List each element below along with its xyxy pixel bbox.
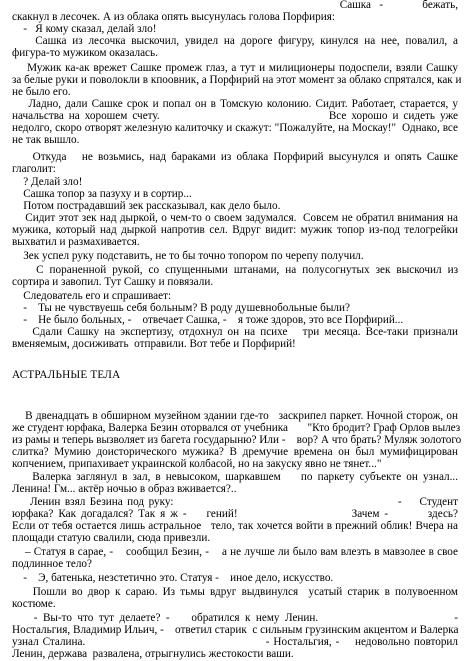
text-line: не так вышло.: [12, 134, 80, 146]
text-line: Сашка - бежать,: [339, 0, 458, 11]
text-line: – Статуя в сарае, - сообщил Безин, - а не лучше ли было вам влезть в мавзолее в свое: [12, 546, 458, 558]
text-line: подлинное тело?: [12, 558, 92, 570]
text-line: - Э, батенька, незстетично это. Статуя - иное дело, искусство.: [12, 572, 334, 584]
text-line: ? Делай зло!: [12, 176, 83, 188]
text-line: Зек успел руку подставить, не то бы точно топором по черепу получил.: [12, 250, 364, 262]
text-line: недолго, скоро отворят железную калиточку и скажут: "Пожалуйте, на Москау!" Однако, все: [12, 122, 458, 134]
text-line: Следователь его и спрашивает:: [12, 290, 172, 302]
text-line: Сидит этот зек над дыркой, о чем-то о своем задумался. Совсем не обратил внимания на: [12, 212, 458, 224]
text-line: С пораненной рукой, со спущенными штанами, на полусогнутых зек выскочил из: [12, 264, 458, 276]
text-line: за белые руки и поволокли в кпоовник, а Порфирий на этот момент за облако спрятался, как и: [12, 74, 462, 86]
text-line: слитка? Мумию доисторического мужика? В дремучие времена он был мумифицирован: [12, 446, 458, 458]
text-line: скакнул в лесочек. А из облака опять высунулась голова Порфирия:: [12, 11, 335, 23]
text-line: вменяемым, досиживать отправили. Вот тебе и Порфирий!: [12, 338, 296, 350]
text-line: Валерка заглянул в зал, в невысоком, шаркавшем по паркету субъекте он узнал...: [12, 471, 458, 483]
section-heading: АСТРАЛЬНЫЕ ТЕЛА: [12, 369, 121, 381]
text-line: - Я кому сказал, делай зло!: [12, 23, 157, 35]
text-line: Ностальгия, Владимир Ильич, - ответил старик с сильным грузинским акцентом и Валерка: [12, 624, 459, 636]
text-line: узнал Сталина. - Ностальгия, - недовольно повторил: [12, 636, 458, 648]
text-line: фигура-то мужиком оказалась.: [12, 47, 158, 59]
text-line: же студент юрфака, Валерка Безин оторвался от учебника "Кто бродит? Граф Орлов вылез: [12, 422, 461, 434]
text-line: - Не было больных, - отвечает Сашка, - я тоже здоров, это все Порфирий...: [12, 314, 404, 326]
text-line: Откуда не возьмись, над бараками из облака Порфирий высунулся и опять Сашке: [12, 151, 458, 163]
text-line: площади статую свалили, сюда привезли.: [12, 532, 211, 544]
text-line: костюме.: [12, 598, 56, 610]
text-line: Мужик ка-ак врежет Сашке промеж глаз, а тут и милиционеры подоспели, взяли Сашку: [12, 62, 458, 74]
text-line: Пошли во двор к сараю. Из тьмы вдруг выдвинулся усатый старик в полувоенном: [12, 586, 458, 598]
text-line: копчением, припахивает украинской колбасой, но на закуску явно не тянет...": [12, 458, 382, 470]
text-line: Ладно, дали Сашке срок и попал он в Томскую колонию. Сидит. Работает, старается, у: [12, 98, 458, 110]
text-line: юрфака? Как догадался? Так я ж - гений! Зачем - здесь?: [12, 508, 458, 520]
text-line: начальства на хорошем счету. Все хорошо и сидеть уже: [12, 110, 458, 122]
text-line: Сашка топор за пазуху и в сортир...: [12, 188, 192, 200]
text-line: из рамы и теперь вызволяет из багета государыню? Или - вор? А что брать? Муляж золотого: [12, 434, 462, 446]
text-line: мужика, который над дыркой напротив сел. Вдруг видит: мужик топор из-под телогрейки: [12, 224, 458, 236]
text-line: Ленин, держава развалена, отрыгнулись жестокости ваши.: [12, 648, 294, 660]
text-line: глаголит:: [12, 163, 56, 175]
text-line: Сашка из лесочка выскочил, увидел на дороге фигуру, кинулся на нее, повалил, а: [12, 35, 458, 47]
text-line: сортира и завопил. Тут Сашку и повязали.: [12, 276, 214, 288]
text-line: Потом пострадавший зек рассказывал, как дело было.: [12, 200, 281, 212]
text-line: Ленина! Гм... актёр ночью в образ вживается?..: [12, 483, 237, 495]
text-line: Если от тебя остается лишь астральное тело, так хочется войти в прежний облик! Вчера на: [12, 520, 458, 532]
text-line: выхватил и размахивается.: [12, 236, 140, 248]
text-line: - Вы-то что тут делаете? - обратился к нему Ленин. -: [12, 612, 458, 624]
text-line: Ленин взял Безина под руку: - Студент: [12, 496, 458, 508]
text-line: - Ты не чувствуешь себя больным? В роду душевнобольные были?: [12, 302, 350, 314]
text-line: В двенадцать в обширном музейном здании где-то заскрипел паркет. Ночной сторож, он: [12, 410, 458, 422]
text-line: не было его.: [12, 86, 71, 98]
text-line: Сдали Сашку на экспертизу, отдохнул он на психе три месяца. Все-таки признали: [12, 326, 458, 338]
